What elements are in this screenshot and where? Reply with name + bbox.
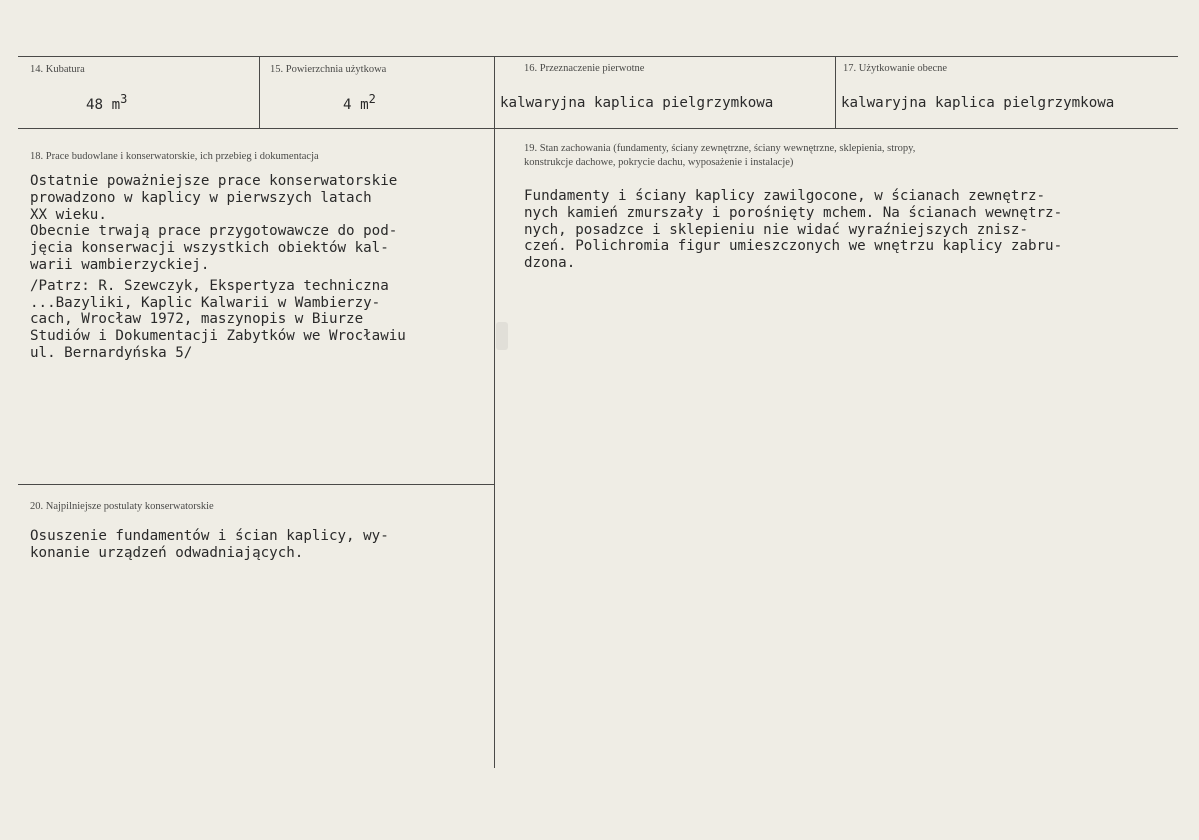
- przeznaczenie-label: 16. Przeznaczenie pierwotne: [524, 63, 645, 74]
- postulaty-label: 20. Najpilniejsze postulaty konserwatorskie: [30, 501, 214, 512]
- row-divider-2: [18, 484, 494, 485]
- prace-line: XX wieku.: [30, 206, 107, 223]
- kubatura-unit-exponent: 3: [120, 92, 128, 106]
- prace-label: 18. Prace budowlane i konserwatorskie, ich przebieg i dokumentacja: [30, 151, 319, 162]
- kubatura-number: 48 m: [86, 97, 121, 113]
- powierzchnia-unit-exponent: 2: [368, 92, 376, 106]
- column-divider-15-16: [494, 56, 495, 768]
- stan-text: [524, 188, 1062, 272]
- column-divider-16-17: [835, 56, 836, 129]
- prace-line: Obecnie trwają prace przygotowawcze do pod-: [30, 223, 398, 240]
- kubatura-label: 14. Kubatura: [30, 64, 85, 75]
- postulaty-line: Osuszenie fundamentów i ścian kaplicy, wy-: [30, 528, 389, 544]
- stan-label-line-1: 19. Stan zachowania (fundamenty, ściany zewnętrzne, ściany wewnętrzne, sklepienia, stropy,: [524, 143, 916, 154]
- powierzchnia-number: 4 m: [343, 97, 369, 113]
- stan-line: nych kamień zmurszały i porośnięty mchem. Na ścianach wewnętrz-: [524, 204, 1063, 221]
- prace-line: cach, Wrocław 1972, maszynopis w Biurze: [30, 311, 364, 328]
- prace-line: /Patrz: R. Szewczyk, Ekspertyza techniczna: [30, 277, 389, 294]
- prace-line: warii wambierzyckiej.: [30, 256, 210, 273]
- top-rule: [18, 56, 1178, 57]
- postulaty-line: konanie urządzeń odwadniających.: [30, 544, 304, 561]
- prace-line: ...Bazyliki, Kaplic Kalwarii w Wambierzy-: [30, 294, 381, 311]
- column-divider-14-15: [259, 56, 260, 129]
- uzytkowanie-label: 17. Użytkowanie obecne: [843, 63, 948, 74]
- powierzchnia-label: 15. Powierzchnia użytkowa: [270, 64, 387, 75]
- prace-line: ul. Bernardyńska 5/: [30, 344, 193, 361]
- paper-smudge: [496, 322, 508, 350]
- stan-line: czeń. Polichromia figur umieszczonych we wnętrzu kaplicy zabru-: [524, 238, 1063, 255]
- postulaty-text: [30, 528, 389, 562]
- uzytkowanie-value: kalwaryjna kaplica pielgrzymkowa: [841, 95, 1115, 111]
- row-divider-1: [18, 128, 1178, 129]
- prace-line: jęcia konserwacji wszystkich obiektów kal-: [30, 240, 389, 257]
- stan-label-line-2: konstrukcje dachowe, pokrycie dachu, wyposażenie i instalacje): [524, 157, 794, 168]
- stan-line: dzona.: [524, 255, 576, 272]
- stan-line: Fundamenty i ściany kaplicy zawilgocone, w ścianach zewnętrz-: [524, 188, 1046, 204]
- przeznaczenie-value: kalwaryjna kaplica pielgrzymkowa: [500, 95, 774, 111]
- prace-line: Ostatnie poważniejsze prace konserwatorskie: [30, 173, 398, 189]
- prace-line: Studiów i Dokumentacji Zabytków we Wrocławiu: [30, 328, 406, 345]
- stan-line: nych, posadzce i sklepieniu nie widać wyraźniejszych znisz-: [524, 221, 1028, 238]
- prace-text: [30, 173, 406, 362]
- kubatura-value: [86, 92, 128, 113]
- powierzchnia-value: [343, 92, 376, 113]
- prace-line: prowadzono w kaplicy w pierwszych latach: [30, 189, 372, 206]
